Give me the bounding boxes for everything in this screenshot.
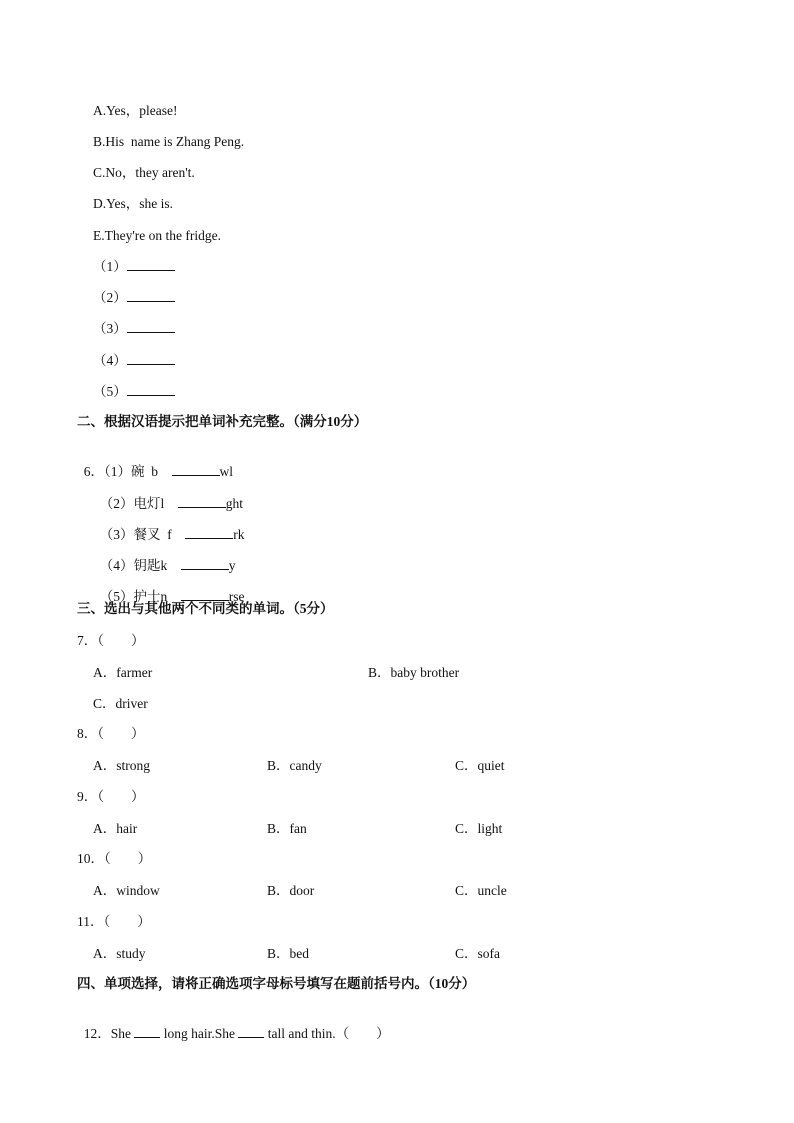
option-11b: B．bed: [267, 946, 309, 961]
option-7b: B．baby brother: [368, 665, 460, 680]
section-3-heading: 三、选出与其他两个不同类的单词。（5分）: [77, 601, 334, 616]
fill-item: （5）护士n rse: [99, 589, 245, 604]
fill-item: （2）电灯l ght: [99, 496, 244, 511]
option-9a: A．hair: [93, 821, 138, 836]
response-c: C.No，they aren't.: [93, 165, 195, 180]
section-4-heading: 四、单项选择，请将正确选项字母标号填写在题前括号内。（10分）: [77, 976, 476, 991]
answer-slot: （4）: [93, 352, 175, 370]
option-10a: A．window: [93, 883, 160, 898]
fill-item: （4）钥匙k y: [99, 558, 236, 573]
question-7: 7．（ ）: [77, 633, 145, 648]
question-9: 9．（ ）: [77, 789, 145, 804]
answer-slot: （1）: [93, 258, 175, 276]
option-9c: C．light: [455, 821, 503, 836]
question-11: 11．（ ）: [77, 914, 151, 929]
option-10b: B．door: [267, 883, 315, 898]
question-number: 6．: [83, 464, 104, 479]
option-8c: C．quiet: [455, 758, 505, 773]
answer-slot: （2）: [93, 289, 175, 307]
option-9b: B．fan: [267, 821, 307, 836]
option-11a: A．study: [93, 946, 146, 961]
question-10: 10．（ ）: [77, 851, 152, 866]
response-e: E.They're on the fridge.: [93, 228, 222, 243]
option-7c: C．driver: [93, 696, 148, 711]
option-10c: C．uncle: [455, 883, 507, 898]
option-8b: B．candy: [267, 758, 322, 773]
response-d: D.Yes，she is.: [93, 196, 174, 211]
option-11c: C．sofa: [455, 946, 500, 961]
question-8: 8．（ ）: [77, 726, 145, 741]
option-8a: A．strong: [93, 758, 150, 773]
question-12: 12．She long hair.She tall and thin.（ ）: [83, 1026, 390, 1041]
response-a: A.Yes，please!: [93, 103, 178, 118]
fill-item: 6．（1）碗 b wl: [83, 464, 233, 479]
answer-slot: （5）: [93, 383, 175, 401]
response-b: B.His name is Zhang Peng.: [93, 134, 245, 149]
fill-item: （3）餐叉 f rk: [99, 527, 245, 542]
answer-slot: （3）: [93, 320, 175, 338]
option-7a: A．farmer: [93, 665, 153, 680]
section-2-heading: 二、根据汉语提示把单词补充完整。（满分10分）: [77, 414, 368, 429]
